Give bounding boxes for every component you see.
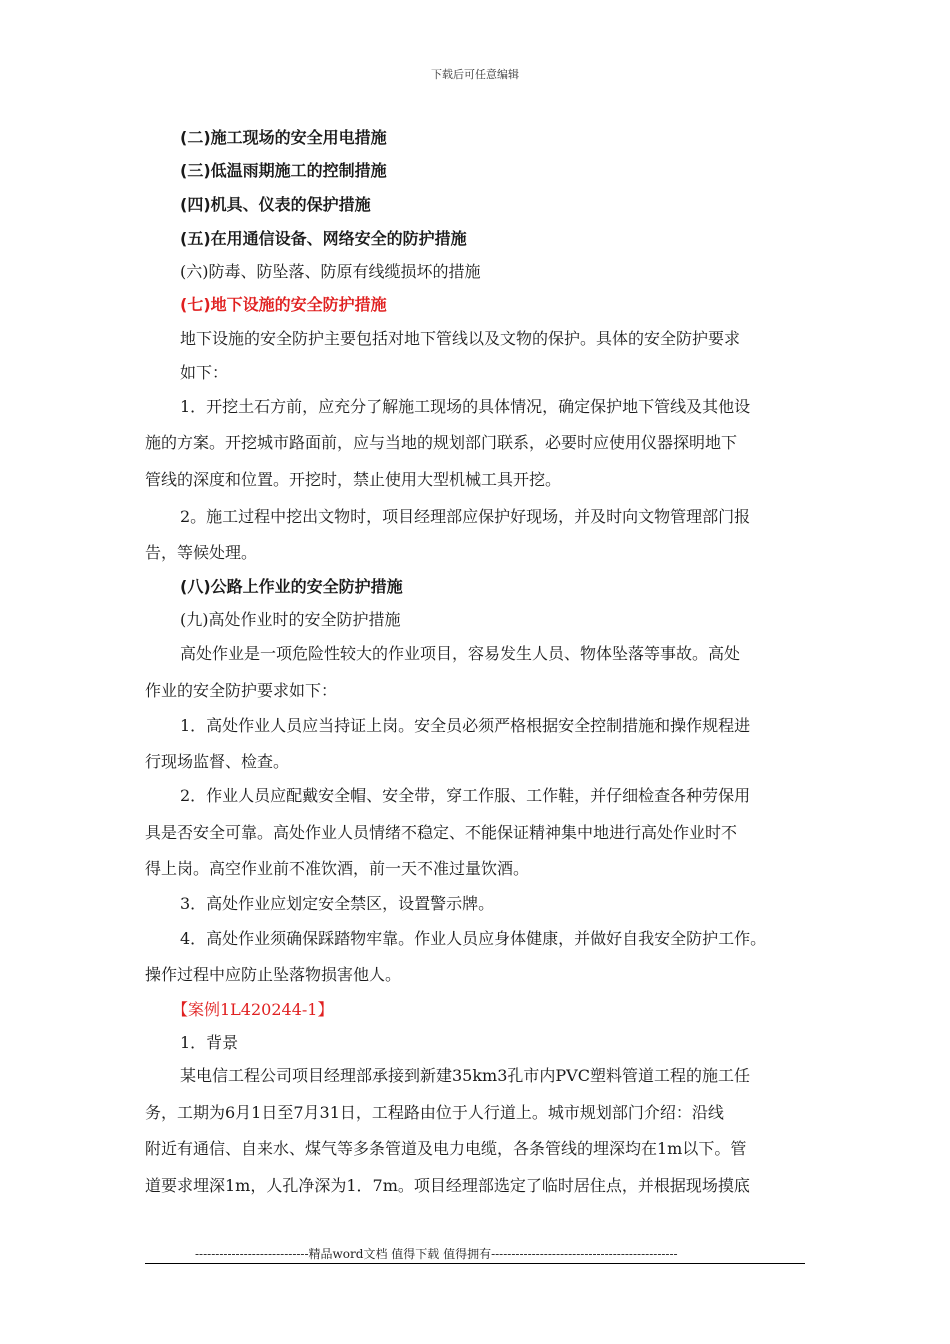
text-line: 得上岗。高空作业前不准饮酒，前一天不准过量饮酒。 [145,859,530,878]
text-line: 道要求埋深1m，人孔净深为1．7m。项目经理部选定了临时居住点，并根据现场摸底 [145,1176,750,1195]
page-footer: ----------------------------精品word文档 值得下载 值得拥有---------------------------------------------- [195,1247,678,1261]
text-line: 务，工期为6月1日至7月31日，工程路由位于人行道上。城市规划部门介绍：沿线 [145,1103,724,1122]
text-line: 4．高处作业须确保踩踏物牢靠。作业人员应身体健康，并做好自我安全防护工作。 [180,929,767,948]
text-line: 行现场监督、检查。 [145,752,290,771]
footer-divider [145,1263,805,1264]
text-line: 1．开挖土石方前，应充分了解施工现场的具体情况，确定保护地下管线及其他设 [180,397,751,416]
text-line: 1．高处作业人员应当持证上岗。安全员必须严格根据安全控制措施和操作规程进 [180,716,751,735]
text-line: 作业的安全防护要求如下： [145,681,338,700]
text-line: (二)施工现场的安全用电措施 [180,128,387,147]
text-line: 告，等候处理。 [145,543,258,562]
page-header: 下载后可任意编辑 [431,68,519,81]
text-line: 2。施工过程中挖出文物时，项目经理部应保护好现场，并及时向文物管理部门报 [180,507,751,526]
text-line: (四)机具、仪表的保护措施 [180,195,371,214]
text-line: 3．高处作业应划定安全禁区，设置警示牌。 [180,894,495,913]
text-line: 1．背景 [180,1033,239,1052]
text-line: 施的方案。开挖城市路面前，应与当地的规划部门联系，必要时应使用仪器探明地下 [145,433,738,452]
text-line: 2．作业人员应配戴安全帽、安全带，穿工作服、工作鞋，并仔细检查各种劳保用 [180,786,751,805]
text-line: 【案例1L420244-1】 [172,1000,334,1019]
text-line: 高处作业是一项危险性较大的作业项目，容易发生人员、物体坠落等事故。高处 [180,644,741,663]
text-line: 具是否安全可靠。高处作业人员情绪不稳定、不能保证精神集中地进行高处作业时不 [145,823,738,842]
text-line: 某电信工程公司项目经理部承接到新建35km3孔市内PVC塑料管道工程的施工任 [180,1066,750,1085]
text-line: (七)地下设施的安全防护措施 [180,295,387,314]
text-line: 操作过程中应防止坠落物损害他人。 [145,965,402,984]
text-line: (五)在用通信设备、网络安全的防护措施 [180,229,467,248]
text-line: (九)高处作业时的安全防护措施 [180,610,401,629]
text-line: (八)公路上作业的安全防护措施 [180,577,403,596]
text-line: 附近有通信、自来水、煤气等多条管道及电力电缆，各条管线的埋深均在1m以下。管 [145,1139,747,1158]
text-line: 管线的深度和位置。开挖时，禁止使用大型机械工具开挖。 [145,470,562,489]
text-line: 如下： [180,363,229,382]
text-line: (三)低温雨期施工的控制措施 [180,161,387,180]
text-line: (六)防毒、防坠落、防原有线缆损坏的措施 [180,262,481,281]
text-line: 地下设施的安全防护主要包括对地下管线以及文物的保护。具体的安全防护要求 [180,329,741,348]
